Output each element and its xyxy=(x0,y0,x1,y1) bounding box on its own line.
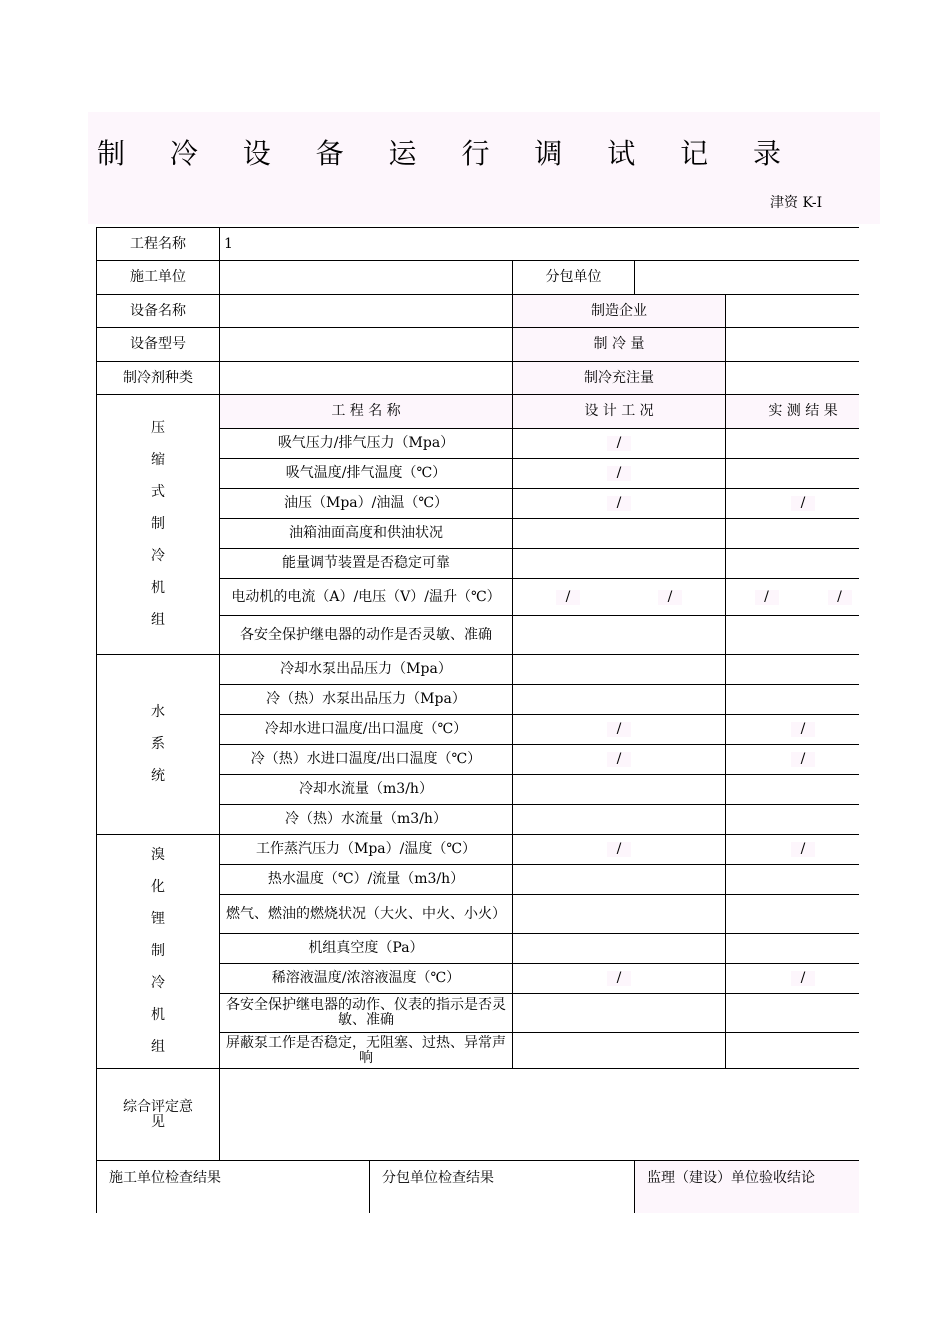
slash-mark: / xyxy=(607,842,631,857)
record-table xyxy=(96,227,859,1161)
equipment-model-value[interactable] xyxy=(220,328,513,362)
measured-cell[interactable] xyxy=(726,805,860,835)
design-cell[interactable] xyxy=(513,616,726,655)
compressor-label-char: 缩 xyxy=(151,452,165,468)
compressor-section-label xyxy=(97,395,220,655)
evaluation-label: 综合评定意见 xyxy=(97,1069,220,1161)
design-cell[interactable] xyxy=(513,685,726,715)
design-cell[interactable] xyxy=(513,895,726,934)
evaluation-value[interactable] xyxy=(220,1069,860,1161)
design-cell[interactable] xyxy=(513,429,726,459)
lithium-row-label: 各安全保护继电器的动作、仪表的指示是否灵敏、准确 xyxy=(220,994,513,1033)
measured-cell[interactable] xyxy=(726,519,860,549)
water-row-label: 冷（热）水流量（m3/h） xyxy=(220,805,513,835)
measured-cell[interactable] xyxy=(726,489,860,519)
lithium-row-label: 燃气、燃油的燃烧状况（大火、中火、小火） xyxy=(220,895,513,934)
lithium-label-char: 制 xyxy=(151,943,165,959)
water-row-label: 冷却水流量（m3/h） xyxy=(220,775,513,805)
design-cell[interactable] xyxy=(513,579,726,616)
measured-cell[interactable] xyxy=(726,775,860,805)
slash-mark: / xyxy=(607,466,631,481)
compressor-row-label: 油压（Mpa）/油温（℃） xyxy=(220,489,513,519)
subcontractor-value[interactable] xyxy=(635,261,860,295)
compressor-label-char: 压 xyxy=(151,420,165,436)
constructor-result[interactable]: 施工单位检查结果 xyxy=(97,1161,370,1213)
measured-cell[interactable] xyxy=(726,895,860,934)
measured-cell[interactable] xyxy=(726,685,860,715)
compressor-row-label: 能量调节装置是否稳定可靠 xyxy=(220,549,513,579)
cooling-capacity-value[interactable] xyxy=(726,328,860,362)
constructor-value[interactable] xyxy=(220,261,513,295)
lithium-row-label: 稀溶液温度/浓溶液温度（℃） xyxy=(220,964,513,994)
water-row-label: 冷却水进口温度/出口温度（℃） xyxy=(220,715,513,745)
compressor-row-label: 吸气温度/排气温度（℃） xyxy=(220,459,513,489)
design-cell[interactable] xyxy=(513,549,726,579)
slash-mark: / xyxy=(607,971,631,986)
measured-cell[interactable] xyxy=(726,429,860,459)
design-cell[interactable] xyxy=(513,835,726,865)
measured-cell[interactable] xyxy=(726,579,860,616)
compressor-row-label: 各安全保护继电器的动作是否灵敏、准确 xyxy=(220,616,513,655)
form-sheet xyxy=(96,227,859,1213)
slash-mark: / xyxy=(791,496,815,511)
design-cell[interactable] xyxy=(513,775,726,805)
subcontractor-result[interactable]: 分包单位检查结果 xyxy=(370,1161,635,1213)
design-cell[interactable] xyxy=(513,994,726,1033)
slash-mark: / xyxy=(791,842,815,857)
design-cell[interactable] xyxy=(513,519,726,549)
design-cell[interactable] xyxy=(513,459,726,489)
slash-mark: / xyxy=(828,590,852,605)
form-code: 津资 K-I xyxy=(770,195,823,211)
design-cell[interactable] xyxy=(513,715,726,745)
measured-cell[interactable] xyxy=(726,655,860,685)
supervisor-conclusion[interactable]: 监理（建设）单位验收结论 xyxy=(635,1161,860,1213)
design-cell[interactable] xyxy=(513,745,726,775)
measured-cell[interactable] xyxy=(726,1033,860,1069)
water-row-label: 冷（热）水泵出品压力（Mpa） xyxy=(220,685,513,715)
equipment-name-value[interactable] xyxy=(220,295,513,328)
design-cell[interactable] xyxy=(513,489,726,519)
slash-mark: / xyxy=(556,590,580,605)
lithium-label-char: 锂 xyxy=(151,911,165,927)
slash-mark: / xyxy=(607,722,631,737)
compressor-row-label: 吸气压力/排气压力（Mpa） xyxy=(220,429,513,459)
signature-table xyxy=(96,1161,859,1213)
column-header-item: 工 程 名 称 xyxy=(220,395,513,429)
water-row-label: 冷（热）水进口温度/出口温度（℃） xyxy=(220,745,513,775)
water-label-char: 系 xyxy=(151,736,165,752)
measured-cell[interactable] xyxy=(726,715,860,745)
lithium-label-char: 溴 xyxy=(151,847,165,863)
lithium-label-char: 机 xyxy=(151,1007,165,1023)
design-cell[interactable] xyxy=(513,964,726,994)
measured-cell[interactable] xyxy=(726,964,860,994)
measured-cell[interactable] xyxy=(726,835,860,865)
slash-mark: / xyxy=(607,496,631,511)
equipment-name-label: 设备名称 xyxy=(97,295,220,328)
refrigerant-label: 制冷剂种类 xyxy=(97,362,220,395)
measured-cell[interactable] xyxy=(726,994,860,1033)
compressor-label-char: 组 xyxy=(151,612,165,628)
design-cell[interactable] xyxy=(513,655,726,685)
column-header-measured: 实 测 结 果 xyxy=(726,395,860,429)
compressor-label-char: 式 xyxy=(151,484,165,500)
compressor-label-char: 机 xyxy=(151,580,165,596)
refrigerant-charge-label: 制冷充注量 xyxy=(513,362,726,395)
measured-cell[interactable] xyxy=(726,549,860,579)
measured-cell[interactable] xyxy=(726,459,860,489)
design-cell[interactable] xyxy=(513,805,726,835)
measured-cell[interactable] xyxy=(726,865,860,895)
lithium-label-char: 冷 xyxy=(151,975,165,991)
equipment-model-label: 设备型号 xyxy=(97,328,220,362)
lithium-row-label: 工作蒸汽压力（Mpa）/温度（℃） xyxy=(220,835,513,865)
lithium-row-label: 机组真空度（Pa） xyxy=(220,934,513,964)
measured-cell[interactable] xyxy=(726,616,860,655)
project-name-label: 工程名称 xyxy=(97,228,220,261)
subcontractor-label: 分包单位 xyxy=(513,261,635,295)
lithium-label-char: 化 xyxy=(151,879,165,895)
measured-cell[interactable] xyxy=(726,745,860,775)
slash-mark: / xyxy=(607,752,631,767)
compressor-row-label: 油箱油面高度和供油状况 xyxy=(220,519,513,549)
column-header-design: 设 计 工 况 xyxy=(513,395,726,429)
lithium-section-label xyxy=(97,835,220,1069)
measured-cell[interactable] xyxy=(726,934,860,964)
slash-mark: / xyxy=(791,722,815,737)
design-cell[interactable] xyxy=(513,1033,726,1069)
compressor-row-label: 电动机的电流（A）/电压（V）/温升（℃） xyxy=(220,579,513,616)
compressor-label-char: 冷 xyxy=(151,548,165,564)
slash-mark: / xyxy=(791,971,815,986)
water-label-char: 水 xyxy=(151,704,165,720)
water-section-label xyxy=(97,655,220,835)
lithium-row-label: 热水温度（℃）/流量（m3/h） xyxy=(220,865,513,895)
design-cell[interactable] xyxy=(513,865,726,895)
cooling-capacity-label: 制 冷 量 xyxy=(513,328,726,362)
project-name-value[interactable]: 1 xyxy=(220,228,860,261)
refrigerant-charge-value[interactable] xyxy=(726,362,860,395)
constructor-label: 施工单位 xyxy=(97,261,220,295)
manufacturer-value[interactable] xyxy=(726,295,860,328)
lithium-row-label: 屏蔽泵工作是否稳定，无阻塞、过热、异常声响 xyxy=(220,1033,513,1069)
refrigerant-value[interactable] xyxy=(220,362,513,395)
slash-mark: / xyxy=(607,436,631,451)
water-label-char: 统 xyxy=(151,768,165,784)
design-cell[interactable] xyxy=(513,934,726,964)
water-row-label: 冷却水泵出品压力（Mpa） xyxy=(220,655,513,685)
lithium-label-char: 组 xyxy=(151,1039,165,1055)
slash-mark: / xyxy=(755,590,779,605)
slash-mark: / xyxy=(791,752,815,767)
page-title: 制 冷 设 备 运 行 调 试 记 录 xyxy=(96,137,800,170)
compressor-label-char: 制 xyxy=(151,516,165,532)
slash-mark: / xyxy=(658,590,682,605)
manufacturer-label: 制造企业 xyxy=(513,295,726,328)
